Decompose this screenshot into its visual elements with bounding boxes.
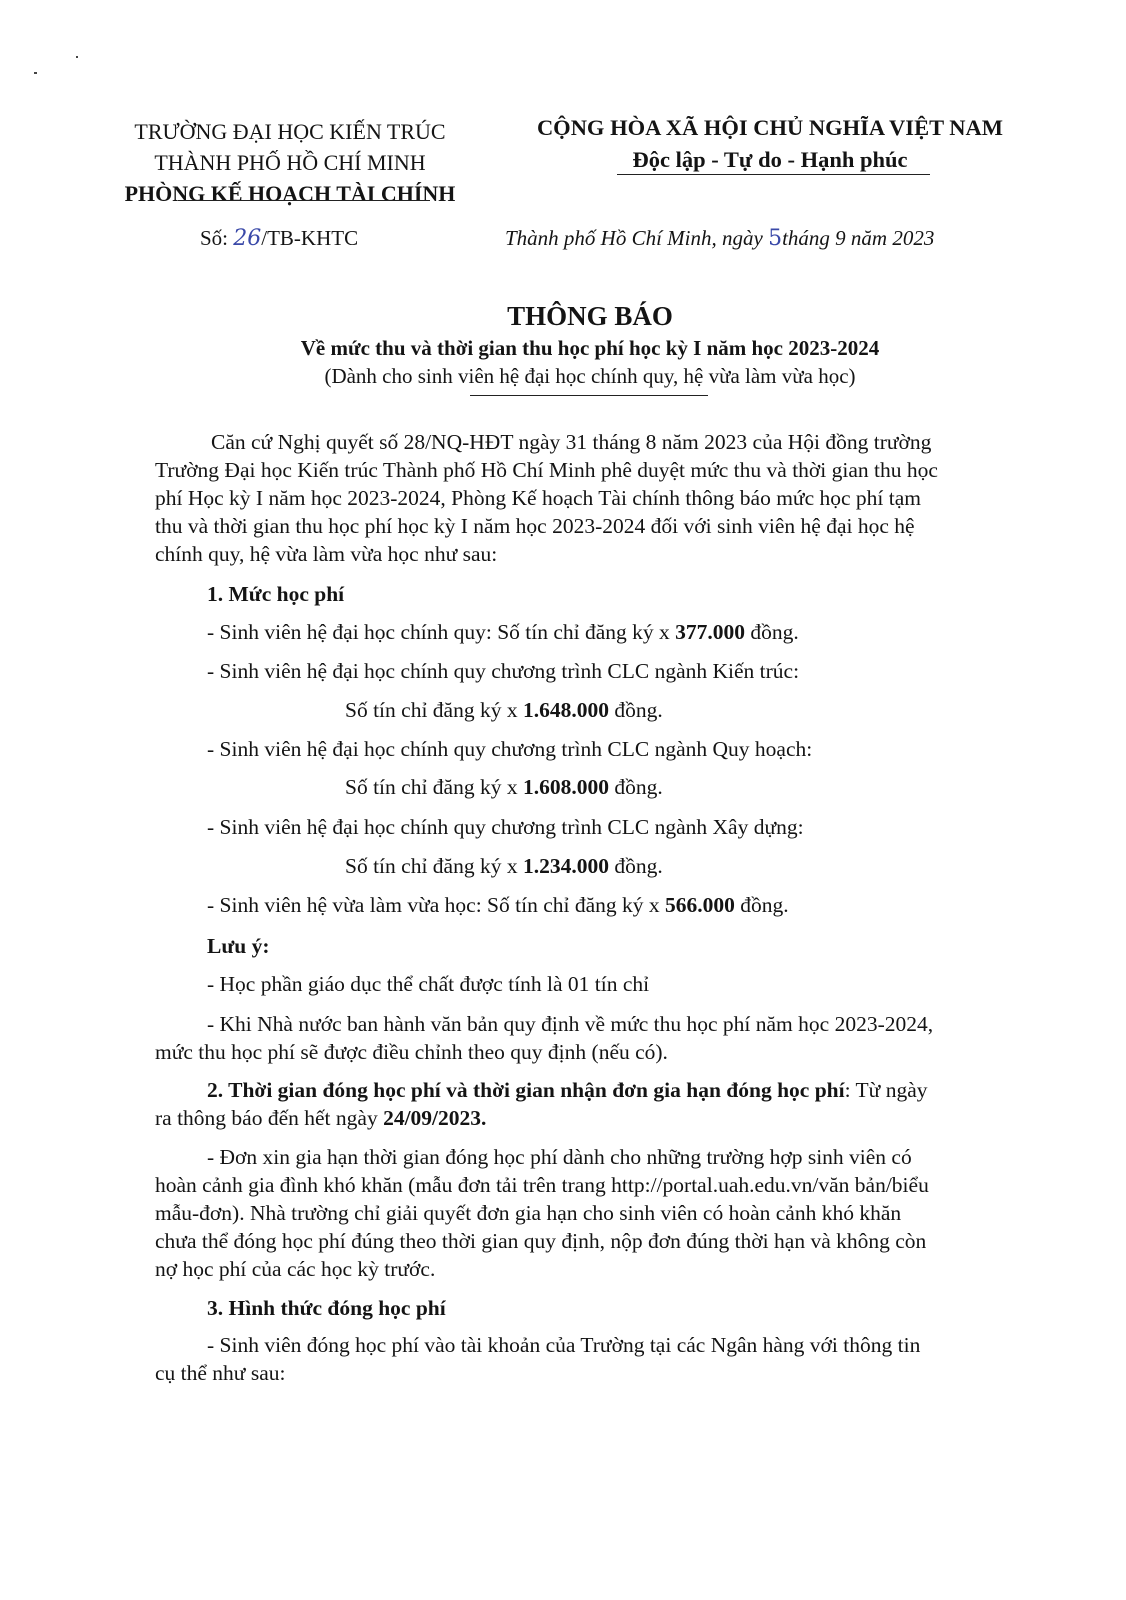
fee-formula-clc-construction — [345, 854, 663, 879]
note-item-continued: mức thu học phí sẽ được điều chỉnh theo quy định (nếu có). — [155, 1040, 668, 1064]
extension-paragraph-line: chưa thể đóng học phí đúng theo thời gian quy định, nộp đơn đúng thời hạn và không còn — [155, 1229, 927, 1253]
section3-heading: 3. Hình thức đóng học phí — [207, 1296, 446, 1320]
fee-formula-clc-planning — [345, 775, 663, 800]
fee-unit: đồng. — [734, 893, 789, 917]
header-right — [508, 112, 1032, 176]
fee-unit: đồng. — [745, 620, 799, 644]
date-line — [505, 226, 934, 251]
audience-underline — [470, 395, 708, 396]
fee-unit: đồng. — [608, 775, 663, 799]
deadline-label: ra thông báo đến hết ngày — [155, 1106, 384, 1130]
motto-underline — [617, 174, 930, 175]
note-heading: Lưu ý: — [207, 934, 270, 958]
extension-paragraph-line: hoàn cảnh gia đình khó khăn (mẫu đơn tải trên trang http://portal.uah.edu.vn/văn bản/biểu — [155, 1173, 929, 1197]
note-item: - Học phần giáo dục thể chất được tính là 01 tín chỉ — [207, 972, 650, 996]
fee-formula-label: Số tín chỉ đăng ký x — [345, 775, 523, 799]
fee-item-clc-planning: - Sinh viên hệ đại học chính quy chương trình CLC ngành Quy hoạch: — [207, 737, 813, 761]
fee-item-label: - Sinh viên hệ vừa làm vừa học: Số tín chỉ đăng ký x — [207, 893, 666, 917]
deadline-date: 24/09/2023. — [383, 1106, 487, 1130]
intro-line: chính quy, hệ vừa làm vừa học như sau: — [155, 542, 498, 566]
fee-item-clc-architecture: - Sinh viên hệ đại học chính quy chương trình CLC ngành Kiến trúc: — [207, 659, 800, 683]
document-number — [200, 226, 358, 251]
notice-subtitle: Về mức thu và thời gian thu học phí học kỳ I năm học 2023-2024 — [300, 336, 880, 360]
payment-method-line: cụ thể như sau: — [155, 1361, 286, 1385]
intro-line: phí Học kỳ I năm học 2023-2024, Phòng Kế hoạch Tài chính thông báo mức học phí tạm — [155, 486, 922, 510]
country-name: CỘNG HÒA XÃ HỘI CHỦ NGHĨA VIỆT NAM — [536, 115, 1004, 140]
fee-item-part-time — [207, 893, 789, 918]
extension-paragraph-line: mẫu-đơn). Nhà trường chỉ giải quyết đơn gia hạn cho sinh viên có hoàn cảnh khó khăn — [155, 1201, 902, 1225]
scan-speck — [76, 56, 78, 58]
date-suffix: tháng 9 năm 2023 — [782, 226, 935, 250]
date-prefix: Thành phố Hồ Chí Minh, ngày — [505, 226, 763, 250]
fee-unit: đồng. — [608, 698, 663, 722]
header-left — [100, 116, 480, 209]
fee-amount: 1.234.000 — [522, 854, 609, 878]
extension-paragraph-line: nợ học phí của các học kỳ trước. — [155, 1257, 436, 1281]
motto: Độc lập - Tự do - Hạnh phúc — [632, 147, 908, 172]
school-name-line1: TRƯỜNG ĐẠI HỌC KIẾN TRÚC — [134, 119, 446, 144]
fee-item-regular — [207, 620, 799, 645]
intro-line: Trường Đại học Kiến trúc Thành phố Hồ Chí Minh phê duyệt mức thu và thời gian thu học — [155, 458, 938, 482]
fee-amount: 377.000 — [675, 620, 746, 644]
notice-title: THÔNG BÁO — [507, 301, 673, 331]
notice-audience: (Dành cho sinh viên hệ đại học chính quy, hệ vừa làm vừa học) — [324, 364, 856, 388]
department-name: PHÒNG KẾ HOẠCH TÀI CHÍNH — [124, 181, 456, 206]
section2-heading-tail: : Từ ngày — [844, 1078, 928, 1102]
section2-heading-text: 2. Thời gian đóng học phí và thời gian nhận đơn gia hạn đóng học phí — [207, 1078, 845, 1102]
section2-heading — [207, 1078, 928, 1103]
fee-formula-clc-architecture — [345, 698, 663, 723]
fee-amount: 1.648.000 — [522, 698, 609, 722]
fee-amount: 566.000 — [665, 893, 735, 917]
fee-item-label: - Sinh viên hệ đại học chính quy: Số tín chỉ đăng ký x — [207, 620, 676, 644]
scan-speck — [34, 72, 37, 74]
section2-deadline — [155, 1106, 486, 1131]
extension-paragraph-line: - Đơn xin gia hạn thời gian đóng học phí dành cho những trường hợp sinh viên có — [207, 1145, 912, 1169]
fee-item-clc-construction: - Sinh viên hệ đại học chính quy chương trình CLC ngành Xây dựng: — [207, 815, 804, 839]
fee-formula-label: Số tín chỉ đăng ký x — [345, 854, 523, 878]
fee-formula-label: Số tín chỉ đăng ký x — [345, 698, 523, 722]
intro-line: Căn cứ Nghị quyết số 28/NQ-HĐT ngày 31 tháng 8 năm 2023 của Hội đồng trường — [211, 430, 932, 454]
number-suffix: /TB-KHTC — [261, 226, 359, 250]
school-name-line2: THÀNH PHỐ HỒ CHÍ MINH — [154, 150, 426, 175]
fee-unit: đồng. — [608, 854, 663, 878]
payment-method-line: - Sinh viên đóng học phí vào tài khoản của Trường tại các Ngân hàng với thông tin — [207, 1333, 921, 1357]
handwritten-number: 26 — [233, 226, 262, 251]
number-prefix: Số: — [200, 226, 229, 250]
intro-line: thu và thời gian thu học phí học kỳ I năm học 2023-2024 đối với sinh viên hệ đại học hệ — [155, 514, 915, 538]
fee-amount: 1.608.000 — [522, 775, 609, 799]
department-underline — [178, 200, 430, 201]
handwritten-day: 5 — [768, 226, 783, 251]
note-item: - Khi Nhà nước ban hành văn bản quy định về mức thu học phí năm học 2023-2024, — [207, 1012, 934, 1036]
section1-heading: 1. Mức học phí — [207, 582, 345, 606]
